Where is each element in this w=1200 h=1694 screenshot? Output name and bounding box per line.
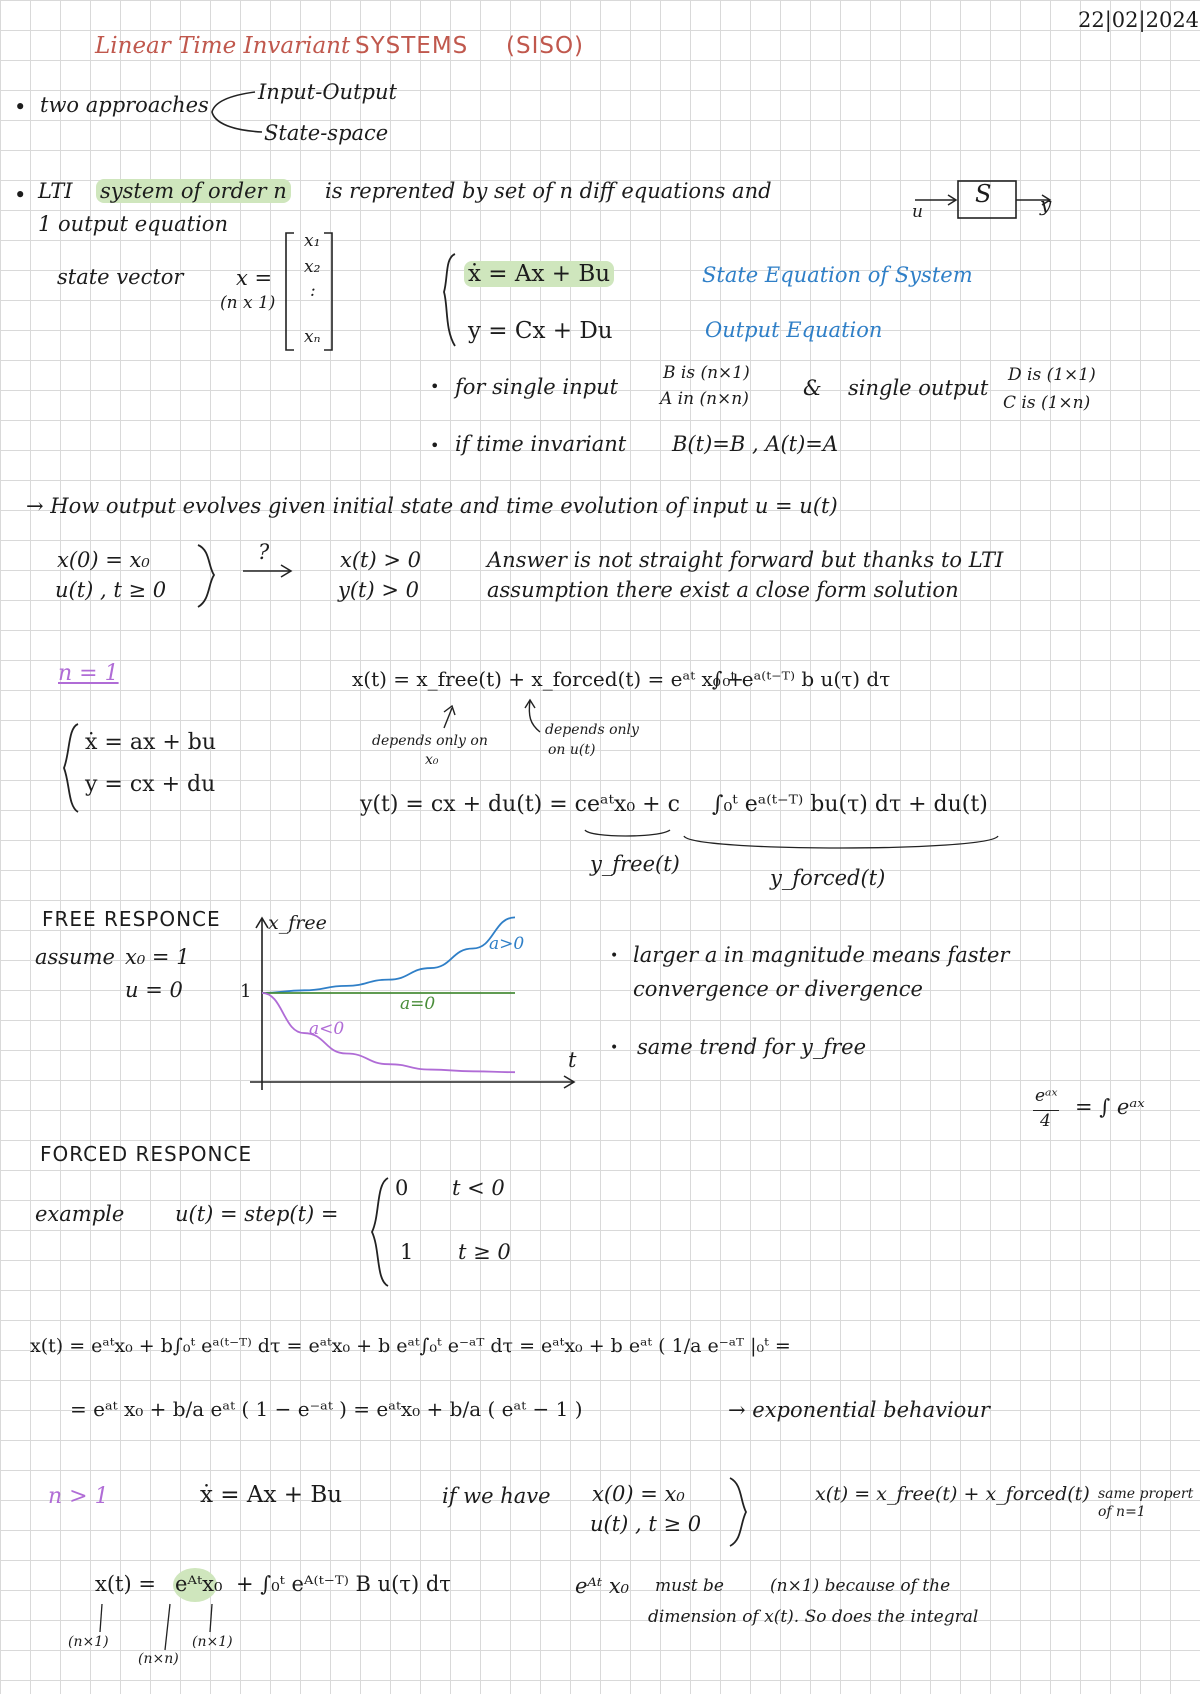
n1-label: n = 1 [58, 661, 119, 686]
n1-xt: x(t) = x_free(t) + x_forced(t) = eᵃᵗ x₀ + [352, 667, 744, 691]
dimension-label: (n×1) [68, 1634, 109, 1650]
solution-rest: + ∫₀ᵗ eᴬ⁽ᵗ⁻ᵀ⁾ B u(τ) dτ [236, 1572, 451, 1596]
step-case1-condition: t < 0 [452, 1176, 505, 1200]
a-dimension: A in (n×n) [660, 389, 749, 409]
n-gt1-label: n > 1 [48, 1484, 109, 1509]
question-mark: ? [258, 540, 270, 564]
approach-input-output: Input-Output [258, 80, 397, 104]
ampersand: & [803, 376, 822, 400]
free-response-title: FREE RESPONCE [42, 907, 221, 931]
y-forced-label: y_forced(t) [770, 866, 886, 890]
assume-x0: x₀ = 1 [125, 945, 190, 969]
initial-u: u(t) , t ≥ 0 [55, 578, 167, 602]
free-response-curves [262, 917, 515, 1072]
block-output-label: y [1040, 192, 1052, 216]
assume-label: assume [35, 945, 115, 969]
bullet: • [14, 183, 27, 207]
page-title-part3: (SISO) [506, 33, 585, 59]
n-gt1-if: if we have [442, 1484, 551, 1508]
dim-arrow-1 [100, 1604, 102, 1632]
y-free-underbrace [585, 830, 670, 836]
how-output-evolves: → How output evolves given initial state and time evolution of input u = u(t) [26, 494, 838, 518]
step-case2-value: 1 [400, 1240, 414, 1264]
curve-label-zero: a=0 [400, 994, 436, 1014]
dim-arrow-2 [165, 1604, 170, 1650]
n-gt1-x0: x(0) = x₀ [592, 1482, 685, 1506]
y-forced-underbrace [684, 836, 998, 848]
assume-u: u = 0 [125, 978, 183, 1002]
exponential-note: → exponential behaviour [728, 1398, 990, 1422]
dep-arrow-u [529, 700, 540, 732]
free-note-2: same trend for y_free [637, 1035, 867, 1059]
step-brace [372, 1178, 388, 1286]
n1-yt-integral: ∫₀ᵗ eᵃ⁽ᵗ⁻ᵀ⁾ bu(τ) dτ + du(t) [712, 792, 988, 817]
lti-highlight: system of order n [96, 179, 291, 203]
dimension-label: (n×n) [138, 1651, 179, 1667]
dim-arrow-3 [210, 1604, 212, 1632]
output-equation: y = Cx + Du [468, 318, 613, 344]
system-brace [444, 254, 455, 346]
n1-xt-integral: ∫₀ᵗ eᵃ⁽ᵗ⁻ᵀ⁾ b u(τ) dτ [712, 667, 891, 691]
depends-x0-b: x₀ [425, 752, 439, 768]
lti-pre: LTI [38, 179, 73, 203]
system-block [958, 181, 1016, 218]
chart-x-axis-label: t [568, 1048, 577, 1072]
n-gt1-brace [730, 1478, 746, 1546]
approaches-lead: two approaches [40, 93, 209, 117]
n-gt1-u: u(t) , t ≥ 0 [590, 1512, 702, 1536]
bullet: • [430, 436, 440, 455]
bullet: • [610, 1040, 619, 1056]
page-title-part1: Linear Time Invariant [95, 33, 351, 59]
state-vector-x: x = [236, 266, 273, 290]
initial-x0: x(0) = x₀ [57, 548, 150, 572]
date: 22|02|2024 [1078, 8, 1200, 32]
vector-right-bracket [324, 233, 332, 350]
bullet: • [14, 95, 27, 119]
forced-derivation-line1: x(t) = eᵃᵗx₀ + b∫₀ᵗ eᵃ⁽ᵗ⁻ᵀ⁾ dτ = eᵃᵗx₀ + b eᵃᵗ∫₀ᵗ e⁻ᵃᵀ dτ = eᵃᵗx₀ + b eᵃᵗ ( 1/a e⁻ᵃᵀ |₀ᵗ = [30, 1335, 791, 1357]
state-vector-entry: x₂ [304, 257, 321, 277]
curve-label-negative: a<0 [309, 1019, 345, 1039]
depends-x0-a: depends only on [372, 733, 488, 749]
depends-u-a: depends only [545, 722, 639, 738]
state-vector-label: state vector [57, 265, 184, 289]
approaches-brace [212, 92, 262, 132]
step-case2-condition: t ≥ 0 [458, 1240, 511, 1264]
note-because: (n×1) because of the [770, 1576, 951, 1596]
state-vector-dims: (n x 1) [220, 293, 276, 313]
forced-derivation-line2: = eᵃᵗ x₀ + b/a eᵃᵗ ( 1 − e⁻ᵃᵗ ) = eᵃᵗx₀ + b/a ( eᵃᵗ − 1 ) [70, 1397, 583, 1421]
answer-line1: Answer is not straight forward but thanks to LTI [487, 548, 1004, 572]
chart-y-axis-label: x_free [268, 912, 327, 934]
state-equation: ẋ = Ax + Bu [464, 261, 614, 287]
single-output-lead: single output [848, 376, 989, 400]
block-input-label: u [912, 202, 923, 222]
b-dimension: B is (n×1) [663, 363, 750, 383]
bullet: • [610, 948, 619, 964]
bullet: • [430, 377, 440, 396]
vector-left-bracket [286, 233, 294, 350]
output-equation-label: Output Equation [705, 318, 883, 342]
n1-yt: y(t) = cx + du(t) = ceᵃᵗx₀ + c [360, 792, 680, 817]
side-fraction-bottom: 4 [1040, 1111, 1051, 1131]
example-label: example [35, 1202, 125, 1226]
initial-brace [198, 545, 214, 607]
curve-label-positive: a>0 [489, 934, 525, 954]
note-must-be: must be [655, 1576, 724, 1596]
n1-state-eq: ẋ = ax + bu [85, 730, 217, 755]
curve-negative [262, 993, 515, 1072]
single-input-lead: for single input [455, 375, 619, 399]
same-property-2: of n=1 [1098, 1504, 1146, 1520]
block-system-label: S [975, 180, 992, 208]
note-dimension: dimension of x(t). So does the integral [648, 1607, 979, 1627]
note-exp-term: eᴬᵗ x₀ [575, 1574, 630, 1598]
state-vector-entry: xₙ [304, 327, 321, 347]
same-property-1: same propert [1098, 1486, 1194, 1502]
state-equation-label: State Equation of System [702, 263, 973, 287]
page-title-part2: SYSTEMS [355, 33, 469, 59]
n-gt1-xt: x(t) = x_free(t) + x_forced(t) [815, 1483, 1090, 1505]
state-vector-entry: x₁ [304, 231, 321, 251]
state-xt: x(t) > 0 [340, 548, 421, 572]
n1-brace [64, 724, 78, 812]
c-dimension: C is (1×n) [1003, 393, 1091, 413]
state-vector-entry: : [310, 281, 316, 301]
step-case1-value: 0 [395, 1176, 409, 1200]
chart-tick-one: 1 [240, 981, 252, 1002]
output-yt: y(t) > 0 [338, 578, 419, 602]
dimension-label: (n×1) [192, 1634, 233, 1650]
lti-rest: is reprented by set of n diff equations and [325, 179, 772, 203]
answer-line2: assumption there exist a close form solution [487, 578, 959, 602]
side-fraction-top: eᵃˣ [1035, 1086, 1058, 1106]
n-gt1-state-eq: ẋ = Ax + Bu [200, 1482, 343, 1508]
time-invariant-value: B(t)=B , A(t)=A [672, 432, 839, 456]
solution-exp-term: eᴬᵗx₀ [175, 1572, 223, 1596]
forced-response-title: FORCED RESPONCE [40, 1142, 253, 1166]
depends-u-b: on u(t) [548, 742, 596, 758]
time-invariant-lead: if time invariant [455, 432, 627, 456]
free-note-1a: larger a in magnitude means faster [633, 943, 1010, 967]
n1-output-eq: y = cx + du [85, 772, 216, 797]
lti-line2: 1 output equation [38, 212, 228, 236]
approach-state-space: State-space [264, 121, 389, 145]
d-dimension: D is (1×1) [1008, 365, 1096, 385]
free-note-1b: convergence or divergence [633, 977, 923, 1001]
step-definition: u(t) = step(t) = [175, 1202, 339, 1226]
y-free-label: y_free(t) [590, 852, 680, 876]
solution-lhs: x(t) = [95, 1572, 156, 1596]
side-rhs: = ∫ eᵃˣ [1075, 1095, 1145, 1119]
